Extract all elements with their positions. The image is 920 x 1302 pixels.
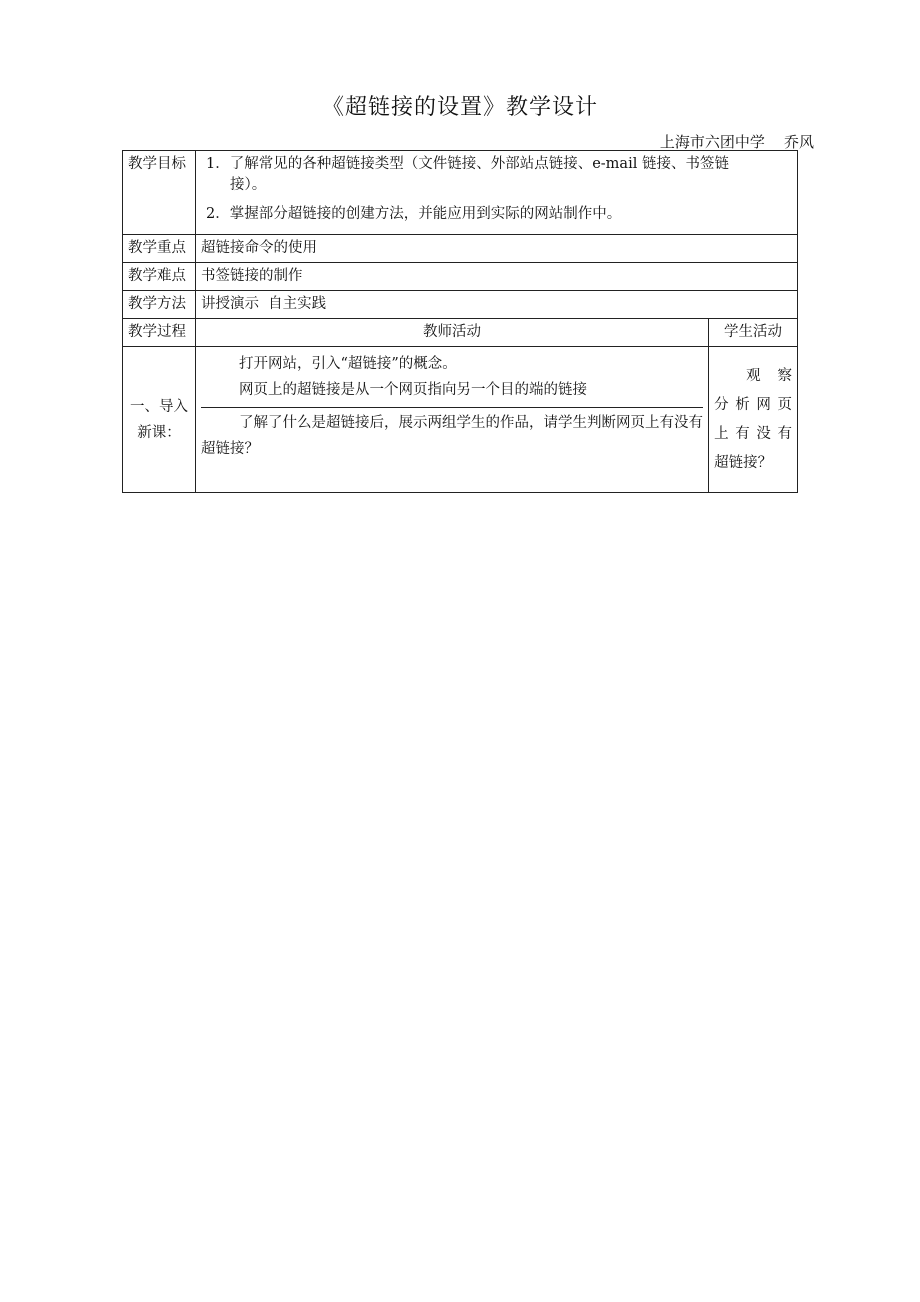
intro-label xyxy=(123,347,196,493)
difficulty-value: 书签链接的制作 xyxy=(195,263,797,291)
lesson-plan-table xyxy=(122,150,798,493)
process-label: 教学过程 xyxy=(123,319,196,347)
teacher-inner-block xyxy=(201,407,703,492)
intro-teacher-activity xyxy=(195,347,708,493)
difficulty-label: 教学难点 xyxy=(123,263,196,291)
student-line-4: 超链接？ xyxy=(714,454,773,471)
goal-item-1: 1．了解常见的各种超链接类型（文件链接、外部站点链接、e-mail 链接、书签链 xyxy=(205,156,729,172)
key-point-label: 教学重点 xyxy=(123,235,196,263)
student-line-3: 上有没有 xyxy=(714,425,792,442)
intro-label-line-2: 新课： xyxy=(137,424,181,441)
teacher-paragraph-3: 了解了什么是超链接后，展示两组学生的作品，请学生判断网页上有没有超链接？ xyxy=(200,415,703,457)
author-line: 上海市六团中学 乔风 xyxy=(659,133,814,151)
goals-label: 教学目标 xyxy=(123,151,196,235)
intro-student-activity xyxy=(709,347,798,493)
method-label: 教学方法 xyxy=(123,291,196,319)
student-line-1: 观察 xyxy=(746,367,792,384)
row-goals xyxy=(123,151,798,235)
document-title: 《超链接的设置》教学设计 xyxy=(321,95,598,120)
method-value: 讲授演示 自主实践 xyxy=(195,291,797,319)
teacher-paragraph-2: 网页上的超链接是从一个网页指向另一个目的端的链接 xyxy=(238,382,587,398)
row-process-header xyxy=(123,319,798,347)
teacher-activity-header: 教师活动 xyxy=(195,319,708,347)
teacher-paragraph-1: 打开网站，引入“超链接”的概念。 xyxy=(238,356,457,372)
student-line-2: 分析网页 xyxy=(714,396,792,413)
goal-item-2: 2．掌握部分超链接的创建方法，并能应用到实际的网站制作中。 xyxy=(205,206,622,222)
row-intro xyxy=(123,347,798,493)
intro-label-line-1: 一、导入 xyxy=(129,398,188,415)
row-key-point xyxy=(123,235,798,263)
goal-item-1-cont: 接）。 xyxy=(229,177,267,193)
key-point-value: 超链接命令的使用 xyxy=(195,235,797,263)
student-activity-header: 学生活动 xyxy=(709,319,798,347)
row-difficulty xyxy=(123,263,798,291)
goals-content xyxy=(195,151,797,235)
row-method xyxy=(123,291,798,319)
